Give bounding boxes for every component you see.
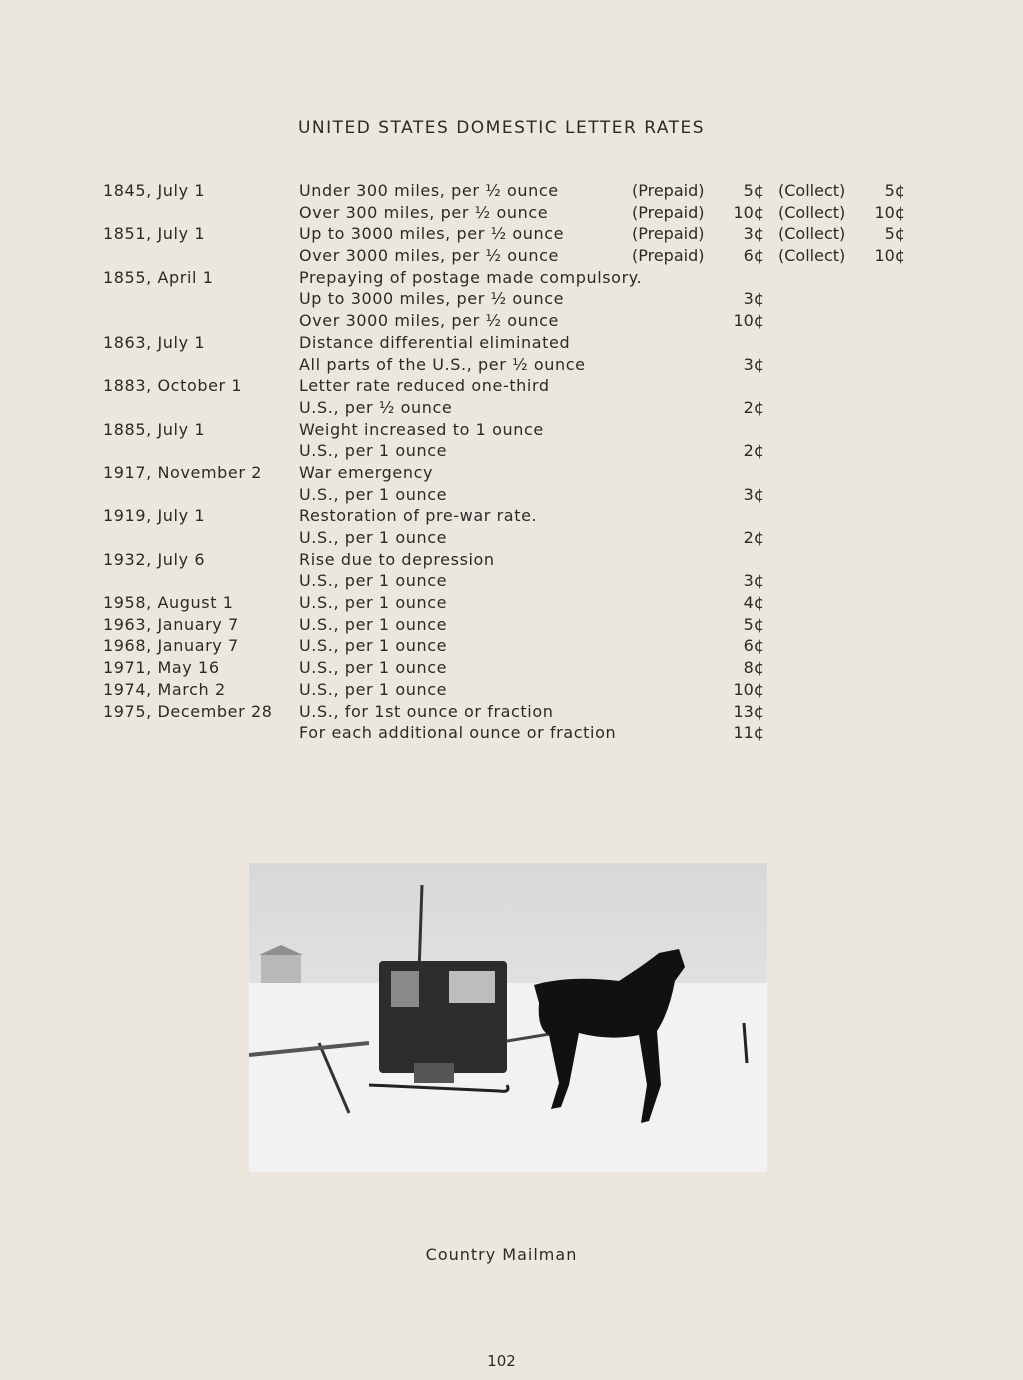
rate-description: U.S., per 1 ounce <box>299 571 448 591</box>
rate-description: U.S., per 1 ounce <box>299 658 448 678</box>
rate-date: 1885, July 1 <box>103 419 206 439</box>
page-title: UNITED STATES DOMESTIC LETTER RATES <box>297 118 706 138</box>
rate-date: 1968, January 7 <box>103 636 239 656</box>
rate-description: U.S., per ½ ounce <box>299 397 453 417</box>
rate-date: 1883, October 1 <box>103 376 243 396</box>
page-number: 102 <box>487 1352 516 1370</box>
rate-value: 2¢ <box>743 441 764 461</box>
rate-row <box>0 635 1023 657</box>
rate-description: Over 3000 miles, per ½ ounce <box>299 246 559 266</box>
rate-value: 5¢ <box>743 614 764 634</box>
rate-date: 1917, November 2 <box>103 462 262 482</box>
rate-value: 10¢ <box>733 679 764 699</box>
rate-row <box>0 657 1023 679</box>
rate-value: 3¢ <box>743 354 764 374</box>
rate-date: 1919, July 1 <box>103 506 206 526</box>
rate-row <box>0 354 1023 376</box>
rate-row <box>0 419 1023 441</box>
rate-description: Prepaying of postage made compulsory. <box>299 267 643 287</box>
collect-label: (Collect) <box>778 181 846 200</box>
rate-description: Over 300 miles, per ½ ounce <box>299 202 549 222</box>
rate-row <box>0 332 1023 354</box>
rate-date: 1958, August 1 <box>103 593 234 613</box>
snow-field <box>249 983 767 1172</box>
photo-illustration <box>249 863 767 1172</box>
rate-date: 1845, July 1 <box>103 181 206 200</box>
rate-date: 1851, July 1 <box>103 224 206 244</box>
rate-value: 3¢ <box>743 289 764 309</box>
rate-description: U.S., per 1 ounce <box>299 441 448 461</box>
rate-value: 10¢ <box>733 311 764 331</box>
rate-value: 3¢ <box>743 571 764 591</box>
rate-description: Under 300 miles, per ½ ounce <box>299 181 559 200</box>
rate-description: Up to 3000 miles, per ½ ounce <box>299 224 565 244</box>
rate-value: 8¢ <box>743 658 764 678</box>
prepaid-label: (Prepaid) <box>632 246 705 266</box>
rate-row <box>0 223 1023 245</box>
rate-date: 1963, January 7 <box>103 614 239 634</box>
rate-date: 1863, July 1 <box>103 332 206 352</box>
rate-description: Letter rate reduced one-third <box>299 376 550 396</box>
rate-row <box>0 310 1023 332</box>
rate-row <box>0 245 1023 267</box>
collect-label: (Collect) <box>778 224 846 244</box>
rate-description: Rise due to depression <box>299 549 495 569</box>
rate-value: 2¢ <box>743 528 764 547</box>
collect-rate-value: 5¢ <box>884 181 905 200</box>
collect-rate-value: 10¢ <box>874 246 905 266</box>
rate-row <box>0 267 1023 289</box>
rate-value: 5¢ <box>743 181 764 200</box>
rate-description: Over 3000 miles, per ½ ounce <box>299 311 559 331</box>
rate-row <box>0 288 1023 310</box>
rate-description: Distance differential eliminated <box>299 332 571 352</box>
rate-row <box>0 549 1023 571</box>
rate-value: 3¢ <box>743 224 764 244</box>
rate-description: U.S., per 1 ounce <box>299 614 448 634</box>
rate-value: 6¢ <box>743 636 764 656</box>
rate-row <box>0 484 1023 506</box>
prepaid-label: (Prepaid) <box>632 224 705 244</box>
rate-value: 13¢ <box>733 701 764 721</box>
rate-description: Weight increased to 1 ounce <box>299 419 544 439</box>
rate-value: 3¢ <box>743 484 764 504</box>
rate-row <box>0 180 1023 202</box>
rate-description: U.S., per 1 ounce <box>299 636 448 656</box>
rate-date: 1974, March 2 <box>103 679 226 699</box>
rate-value: 11¢ <box>733 723 764 743</box>
rate-date: 1971, May 16 <box>103 658 220 678</box>
rate-row <box>0 592 1023 614</box>
rate-description: U.S., per 1 ounce <box>299 679 448 699</box>
rate-description: U.S., per 1 ounce <box>299 593 448 613</box>
rate-row <box>0 722 1023 744</box>
rate-description: Up to 3000 miles, per ½ ounce <box>299 289 565 309</box>
collect-rate-value: 5¢ <box>884 224 905 244</box>
rate-row <box>0 440 1023 462</box>
rate-description: War emergency <box>299 462 434 482</box>
rate-description: U.S., for 1st ounce or fraction <box>299 701 554 721</box>
rate-row <box>0 701 1023 723</box>
rate-date: 1855, April 1 <box>103 267 214 287</box>
rate-row <box>0 462 1023 484</box>
rate-description: Restoration of pre-war rate. <box>299 506 538 526</box>
rate-date: 1932, July 6 <box>103 549 206 569</box>
rate-value: 2¢ <box>743 397 764 417</box>
rate-description: For each additional ounce or fraction <box>299 723 617 743</box>
rate-description: All parts of the U.S., per ½ ounce <box>299 354 586 374</box>
rate-description: U.S., per 1 ounce <box>299 528 448 547</box>
rate-row <box>0 614 1023 636</box>
rate-row <box>0 397 1023 419</box>
rate-row <box>0 202 1023 224</box>
rate-row <box>0 375 1023 397</box>
rate-value: 10¢ <box>733 202 764 222</box>
prepaid-label: (Prepaid) <box>632 181 705 200</box>
rate-row <box>0 570 1023 592</box>
rates-table <box>0 180 1023 744</box>
rate-date: 1975, December 28 <box>103 701 273 721</box>
rate-value: 4¢ <box>743 593 764 613</box>
rate-row <box>0 527 1023 549</box>
country-mailman-photo <box>249 863 767 1172</box>
prepaid-label: (Prepaid) <box>632 202 705 222</box>
collect-label: (Collect) <box>778 246 846 266</box>
collect-label: (Collect) <box>778 202 846 222</box>
rate-row <box>0 679 1023 701</box>
rate-value: 6¢ <box>743 246 764 266</box>
rate-row <box>0 505 1023 527</box>
rate-description: U.S., per 1 ounce <box>299 484 448 504</box>
collect-rate-value: 10¢ <box>874 202 905 222</box>
photo-caption: Country Mailman <box>425 1245 578 1264</box>
